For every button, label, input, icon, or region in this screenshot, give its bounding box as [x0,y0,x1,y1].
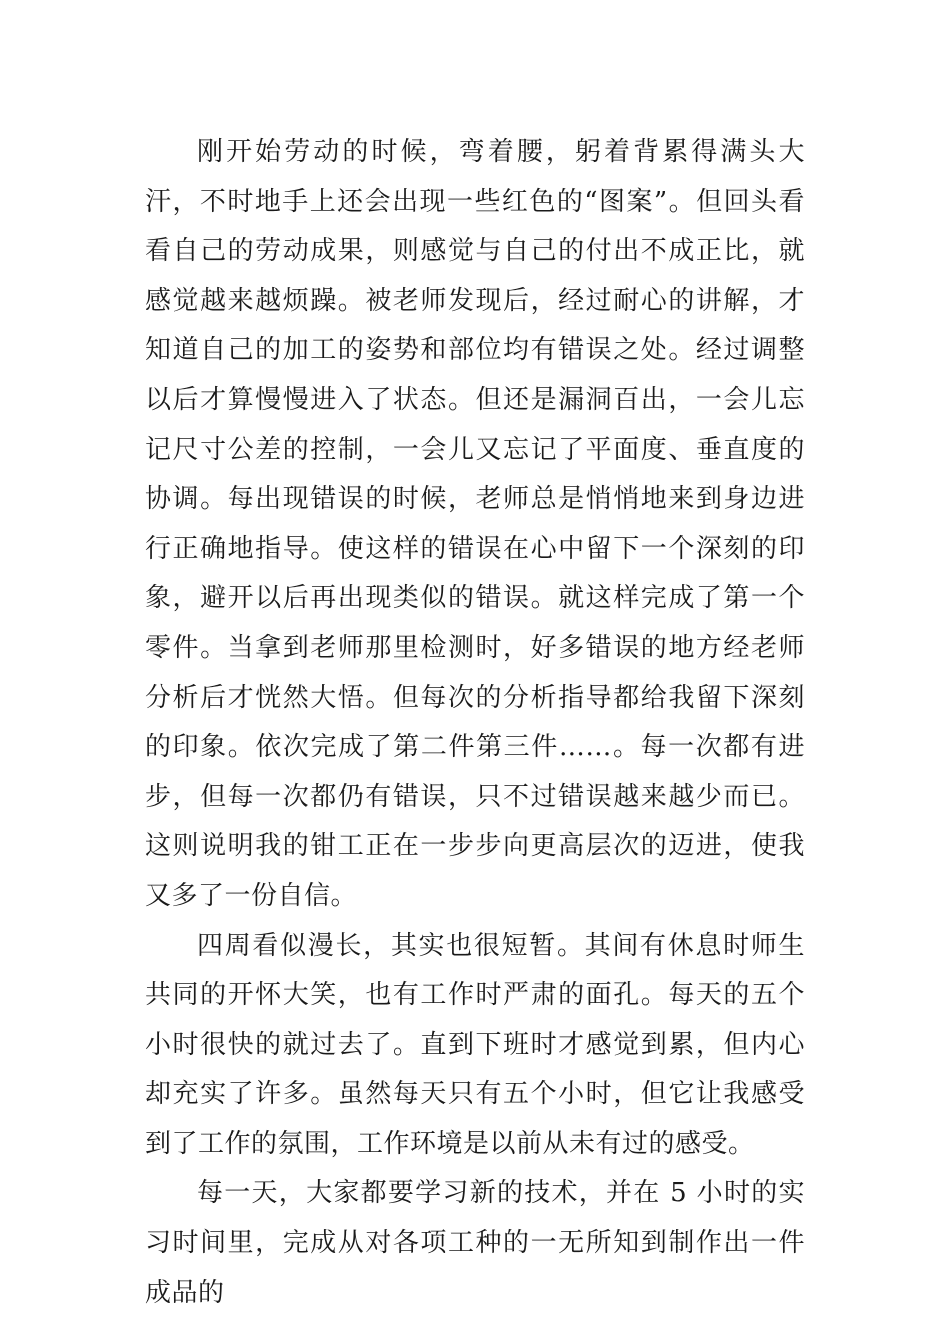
paragraph-2: 四周看似漫长，其实也很短暂。其间有休息时师生共同的开怀大笑，也有工作时严肃的面孔。每天的五个小时很快的就过去了。直到下班时才感觉到累，但内心却充实了许多。虽然每天只有五个小时，但它让我感受到了工作的氛围，工作环境是以前从未有过的感受。 [145,930,805,1159]
body-text [145,128,805,1318]
paragraph-3: 每一天，大家都要学习新的技术，并在 5 小时的实习时间里，完成从对各项工种的一无所知到制作出一件成品的 [145,1178,805,1308]
paragraph-1: 刚开始劳动的时候，弯着腰，躬着背累得满头大汗，不时地手上还会出现一些红色的“图案”。但回头看看自己的劳动成果，则感觉与自己的付出不成正比，就感觉越来越烦躁。被老师发现后，经过耐心的讲解，才知道自己的加工的姿势和部位均有错误之处。经过调整以后才算慢慢进入了状态。但还是漏洞百出，一会儿忘记尺寸公差的控制，一会儿又忘记了平面度、垂直度的协调。每出现错误的时候，老师总是悄悄地来到身边进行正确地指导。使这样的错误在心中留下一个深刻的印象，避开以后再出现类似的错误。就这样完成了第一个零件。当拿到老师那里检测时，好多错误的地方经老师分析后才恍然大悟。但每次的分析指导都给我留下深刻的印象。依次完成了第二件第三件……。每一次都有进步，但每一次都仍有错误，只不过错误越来越少而已。这则说明我的钳工正在一步步向更高层次的迈进，使我又多了一份自信。 [145,137,805,911]
